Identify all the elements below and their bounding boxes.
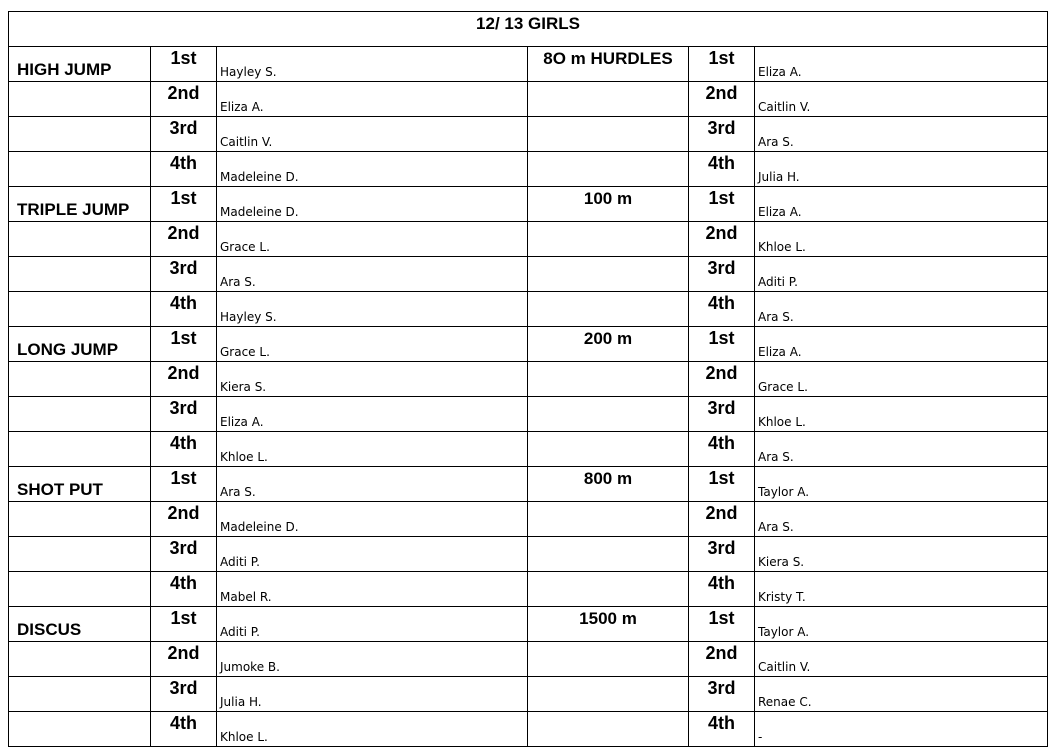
place-label: 3rd: [689, 117, 755, 152]
place-label: 4th: [689, 432, 755, 467]
event-label: 800 m: [528, 467, 689, 502]
table-row: [9, 152, 1048, 187]
place-label: 1st: [689, 607, 755, 642]
place-label: 3rd: [151, 257, 217, 292]
place-label: 4th: [689, 712, 755, 747]
athlete-name: Eliza A.: [755, 47, 1048, 82]
athlete-name: Caitlin V.: [755, 642, 1048, 677]
table-row: [9, 82, 1048, 117]
athlete-name: Renae C.: [755, 677, 1048, 712]
place-label: 2nd: [151, 82, 217, 117]
event-cell: [9, 677, 151, 712]
athlete-name: Eliza A.: [755, 327, 1048, 362]
athlete-name: Caitlin V.: [217, 117, 528, 152]
athlete-name: Aditi P.: [755, 257, 1048, 292]
place-label: 4th: [151, 152, 217, 187]
athlete-name: Taylor A.: [755, 467, 1048, 502]
event-cell: [528, 257, 689, 292]
athlete-name: Jumoke B.: [217, 642, 528, 677]
event-cell: [9, 152, 151, 187]
place-label: 2nd: [689, 642, 755, 677]
athlete-name: Ara S.: [755, 502, 1048, 537]
place-label: 3rd: [151, 397, 217, 432]
table-row: [9, 117, 1048, 152]
event-cell: [9, 222, 151, 257]
event-cell: [528, 222, 689, 257]
place-label: 2nd: [151, 362, 217, 397]
table-row: [9, 257, 1048, 292]
athlete-name: Khloe L.: [217, 712, 528, 747]
table-row: [9, 642, 1048, 677]
place-label: 3rd: [151, 537, 217, 572]
athlete-name: Aditi P.: [217, 537, 528, 572]
event-cell: [528, 712, 689, 747]
event-cell: [9, 257, 151, 292]
table-row: [9, 362, 1048, 397]
table-row: [9, 537, 1048, 572]
place-label: 3rd: [689, 397, 755, 432]
athlete-name: Grace L.: [217, 327, 528, 362]
athlete-name: Mabel R.: [217, 572, 528, 607]
table-row: [9, 292, 1048, 327]
event-cell: [528, 502, 689, 537]
event-cell: [528, 677, 689, 712]
event-label: 100 m: [528, 187, 689, 222]
place-label: 2nd: [689, 502, 755, 537]
athlete-name: Ara S.: [755, 432, 1048, 467]
place-label: 4th: [151, 572, 217, 607]
event-label: LONG JUMP: [9, 327, 151, 362]
event-cell: [9, 642, 151, 677]
athlete-name: Kiera S.: [755, 537, 1048, 572]
place-label: 1st: [689, 467, 755, 502]
place-label: 3rd: [151, 117, 217, 152]
athlete-name: Khloe L.: [755, 397, 1048, 432]
event-cell: [528, 642, 689, 677]
athlete-name: Taylor A.: [755, 607, 1048, 642]
place-label: 2nd: [689, 222, 755, 257]
place-label: 4th: [151, 712, 217, 747]
place-label: 2nd: [689, 362, 755, 397]
athlete-name: Aditi P.: [217, 607, 528, 642]
event-label: TRIPLE JUMP: [9, 187, 151, 222]
place-label: 4th: [151, 292, 217, 327]
place-label: 4th: [689, 292, 755, 327]
results-table: [8, 11, 1048, 747]
event-cell: [528, 397, 689, 432]
athlete-name: Kiera S.: [217, 362, 528, 397]
table-row: [9, 677, 1048, 712]
athlete-name: Khloe L.: [755, 222, 1048, 257]
athlete-name: Hayley S.: [217, 292, 528, 327]
athlete-name: Madeleine D.: [217, 502, 528, 537]
event-cell: [528, 537, 689, 572]
place-label: 3rd: [689, 537, 755, 572]
place-label: 3rd: [689, 677, 755, 712]
event-cell: [9, 537, 151, 572]
event-cell: [9, 502, 151, 537]
athlete-name: Grace L.: [217, 222, 528, 257]
place-label: 2nd: [151, 642, 217, 677]
table-row: [9, 607, 1048, 642]
athlete-name: Madeleine D.: [217, 152, 528, 187]
place-label: 1st: [151, 187, 217, 222]
results-sheet: [8, 11, 1047, 747]
table-row: [9, 712, 1048, 747]
event-label: DISCUS: [9, 607, 151, 642]
athlete-name: Khloe L.: [217, 432, 528, 467]
event-label: 200 m: [528, 327, 689, 362]
place-label: 3rd: [689, 257, 755, 292]
place-label: 1st: [689, 327, 755, 362]
event-cell: [9, 117, 151, 152]
athlete-name: Ara S.: [755, 292, 1048, 327]
athlete-name: Caitlin V.: [755, 82, 1048, 117]
table-row: [9, 47, 1048, 82]
event-cell: [9, 712, 151, 747]
athlete-name: -: [755, 712, 1048, 747]
table-row: [9, 467, 1048, 502]
table-row: [9, 432, 1048, 467]
event-label: 1500 m: [528, 607, 689, 642]
place-label: 1st: [151, 467, 217, 502]
place-label: 4th: [689, 572, 755, 607]
event-cell: [9, 82, 151, 117]
table-row: [9, 572, 1048, 607]
event-cell: [9, 397, 151, 432]
event-label: HIGH JUMP: [9, 47, 151, 82]
event-cell: [9, 572, 151, 607]
table-row: [9, 397, 1048, 432]
event-label: SHOT PUT: [9, 467, 151, 502]
event-cell: [528, 152, 689, 187]
table-row: [9, 187, 1048, 222]
event-cell: [9, 432, 151, 467]
event-cell: [528, 572, 689, 607]
event-cell: [528, 362, 689, 397]
place-label: 3rd: [151, 677, 217, 712]
athlete-name: Eliza A.: [217, 397, 528, 432]
athlete-name: Ara S.: [217, 467, 528, 502]
place-label: 2nd: [689, 82, 755, 117]
athlete-name: Julia H.: [755, 152, 1048, 187]
table-row: [9, 327, 1048, 362]
athlete-name: Eliza A.: [217, 82, 528, 117]
athlete-name: Madeleine D.: [217, 187, 528, 222]
athlete-name: Ara S.: [755, 117, 1048, 152]
place-label: 1st: [151, 607, 217, 642]
event-cell: [528, 82, 689, 117]
place-label: 1st: [689, 47, 755, 82]
table-row: [9, 502, 1048, 537]
place-label: 2nd: [151, 222, 217, 257]
title-row: [9, 12, 1048, 47]
event-label: 8O m HURDLES: [528, 47, 689, 82]
event-cell: [528, 292, 689, 327]
event-cell: [528, 117, 689, 152]
athlete-name: Julia H.: [217, 677, 528, 712]
athlete-name: Eliza A.: [755, 187, 1048, 222]
place-label: 4th: [689, 152, 755, 187]
event-cell: [528, 432, 689, 467]
athlete-name: Ara S.: [217, 257, 528, 292]
place-label: 1st: [151, 327, 217, 362]
table-row: [9, 222, 1048, 257]
athlete-name: Grace L.: [755, 362, 1048, 397]
place-label: 4th: [151, 432, 217, 467]
athlete-name: Kristy T.: [755, 572, 1048, 607]
place-label: 1st: [151, 47, 217, 82]
sheet-title: 12/ 13 GIRLS: [9, 12, 1048, 47]
athlete-name: Hayley S.: [217, 47, 528, 82]
place-label: 2nd: [151, 502, 217, 537]
event-cell: [9, 362, 151, 397]
event-cell: [9, 292, 151, 327]
place-label: 1st: [689, 187, 755, 222]
